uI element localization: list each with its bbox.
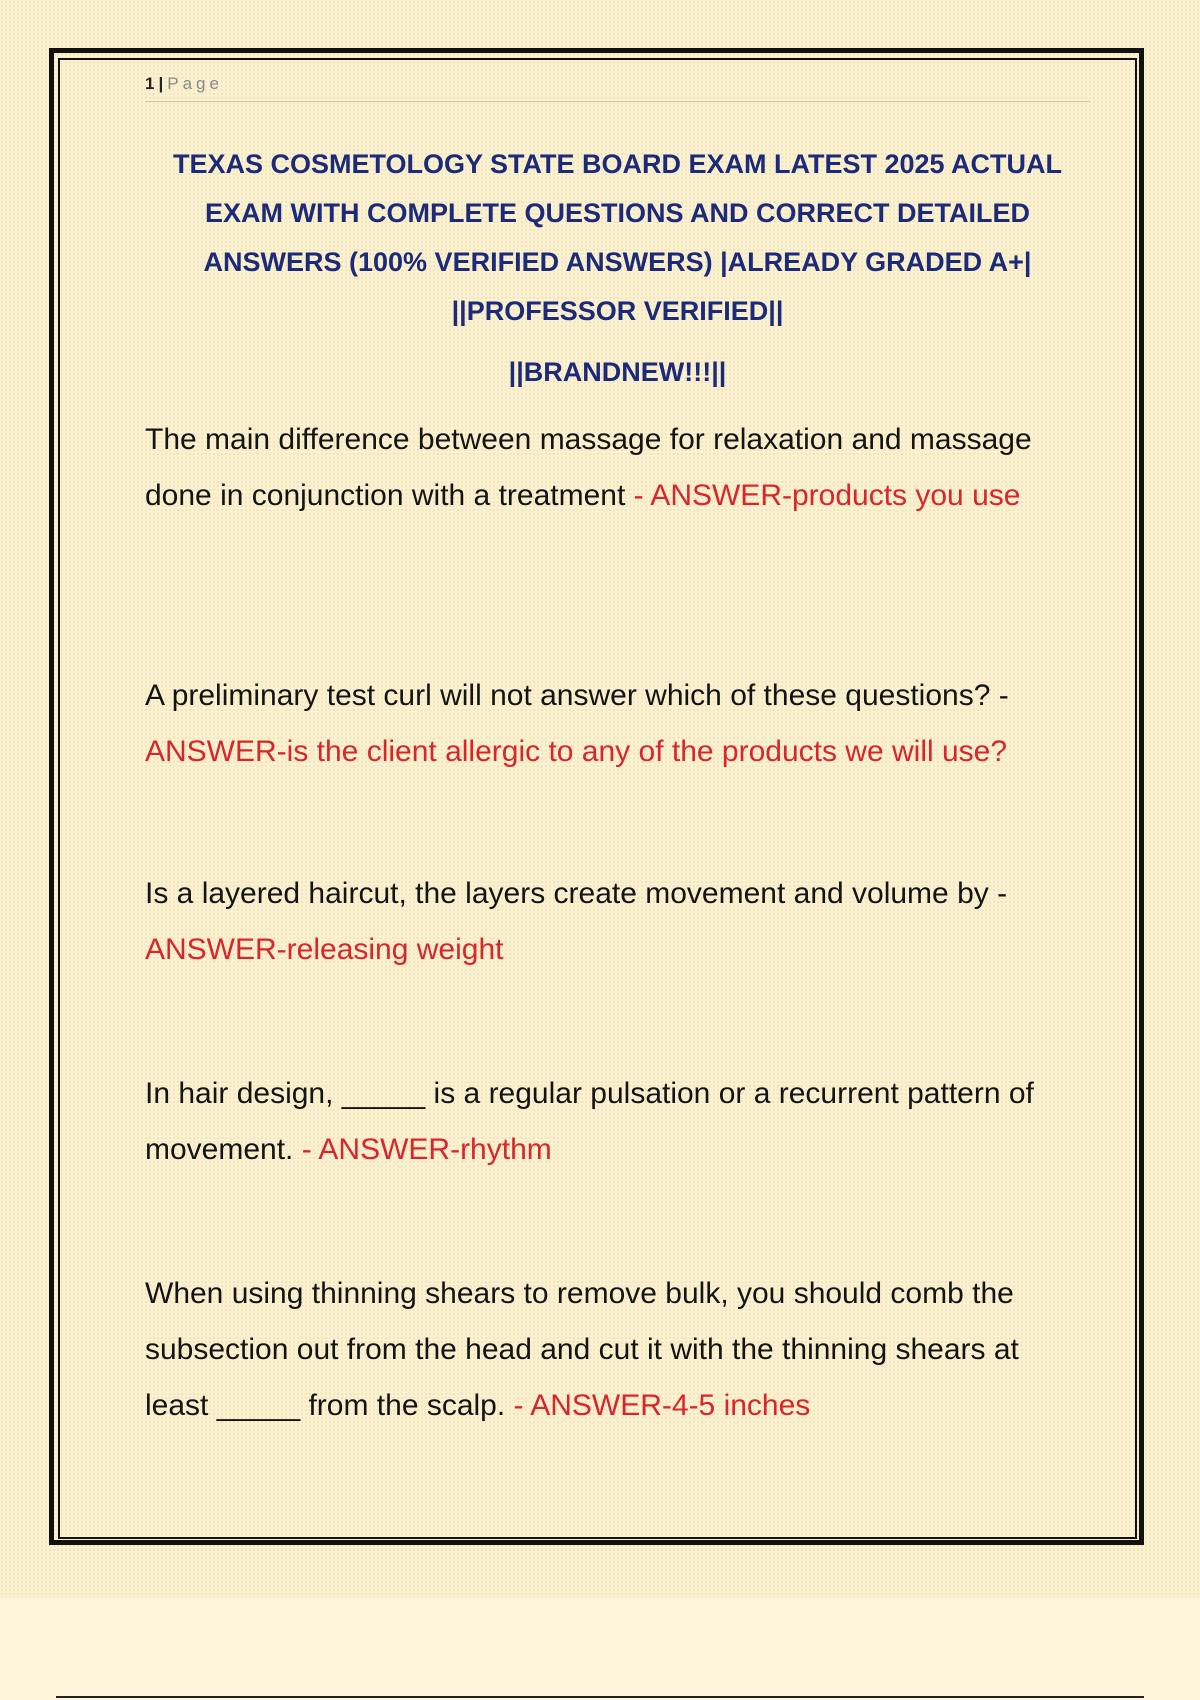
title-line: ANSWERS (100% VERIFIED ANSWERS) |ALREADY GRADED A+| <box>203 247 1032 277</box>
question-text: The main difference between massage for relaxation and massage done in conjunction with a treatment <box>145 423 1032 512</box>
qa-item <box>145 1066 1090 1178</box>
answer-text: - ANSWER-rhythm <box>301 1133 552 1166</box>
title-line: ||PROFESSOR VERIFIED|| <box>451 296 784 326</box>
next-page-divider <box>56 1696 1144 1698</box>
page-label: Page <box>167 74 223 93</box>
question-text: In hair design, _____ is a regular pulsation or a recurrent pattern of movement. <box>145 1077 1034 1166</box>
question-text: When using thinning shears to remove bulk, you should comb the subsection out from the head and cut it with the thinning shears at least _____ from the scalp. <box>145 1277 1019 1422</box>
qa-item <box>145 412 1090 524</box>
question-text: Is a layered haircut, the layers create movement and volume by - <box>145 877 1008 910</box>
answer-text: ANSWER-releasing weight <box>145 933 504 966</box>
page-separator: | <box>158 74 164 93</box>
question-text: A preliminary test curl will not answer which of these questions? - <box>145 679 1009 712</box>
page-header <box>145 74 1090 102</box>
qa-item <box>145 866 1090 978</box>
qa-item <box>145 668 1090 780</box>
page-number: 1 <box>145 74 155 93</box>
title-line: EXAM WITH COMPLETE QUESTIONS AND CORRECT DETAILED <box>204 198 1030 228</box>
document-title <box>130 140 1105 336</box>
title-line: TEXAS COSMETOLOGY STATE BOARD EXAM LATEST 2025 ACTUAL <box>172 149 1063 179</box>
document-subtitle: ||BRANDNEW!!!|| <box>508 357 727 387</box>
answer-text: - ANSWER-products you use <box>633 479 1021 512</box>
answer-text: - ANSWER-4-5 inches <box>513 1389 811 1422</box>
qa-item <box>145 1266 1090 1434</box>
answer-text: ANSWER-is the client allergic to any of the products we will use? <box>145 735 1008 768</box>
